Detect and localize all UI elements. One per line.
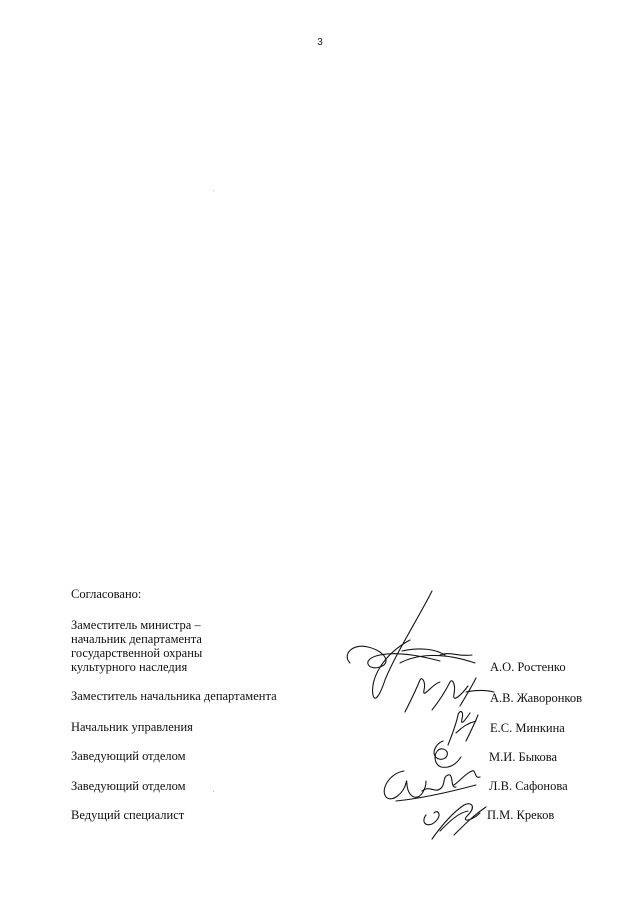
- signatory-1-position-line-1: Заместитель министра –: [71, 618, 201, 632]
- signatory-1-name: А.О. Ростенко: [490, 660, 566, 674]
- signatory-1-position-line-4: культурного наследия: [71, 660, 188, 674]
- scan-speck: [213, 190, 214, 191]
- signatory-2-name: А.В. Жаворонков: [490, 691, 583, 705]
- page-number: 3: [317, 37, 323, 48]
- signatory-3-position: Начальник управления: [71, 720, 193, 734]
- signature-6-handwriting: [414, 795, 494, 843]
- signatory-2-position: Заместитель начальника департамента: [71, 689, 277, 703]
- signatory-6-name: П.М. Креков: [487, 808, 555, 822]
- signatory-3-name: Е.С. Минкина: [490, 721, 565, 735]
- signatory-5-name: Л.В. Сафонова: [489, 779, 568, 793]
- signatory-4-position: Заведующий отделом: [71, 749, 186, 763]
- scan-speck: [213, 791, 214, 792]
- approval-heading: Согласовано:: [71, 587, 142, 601]
- signatory-1-position-line-3: государственной охраны: [71, 646, 203, 660]
- signatory-6-position: Ведущий специалист: [71, 808, 185, 822]
- signatory-5-position: Заведующий отделом: [71, 779, 186, 793]
- signatory-1-position-line-2: начальник департамента: [71, 632, 202, 646]
- signatory-4-name: М.И. Быкова: [489, 750, 558, 764]
